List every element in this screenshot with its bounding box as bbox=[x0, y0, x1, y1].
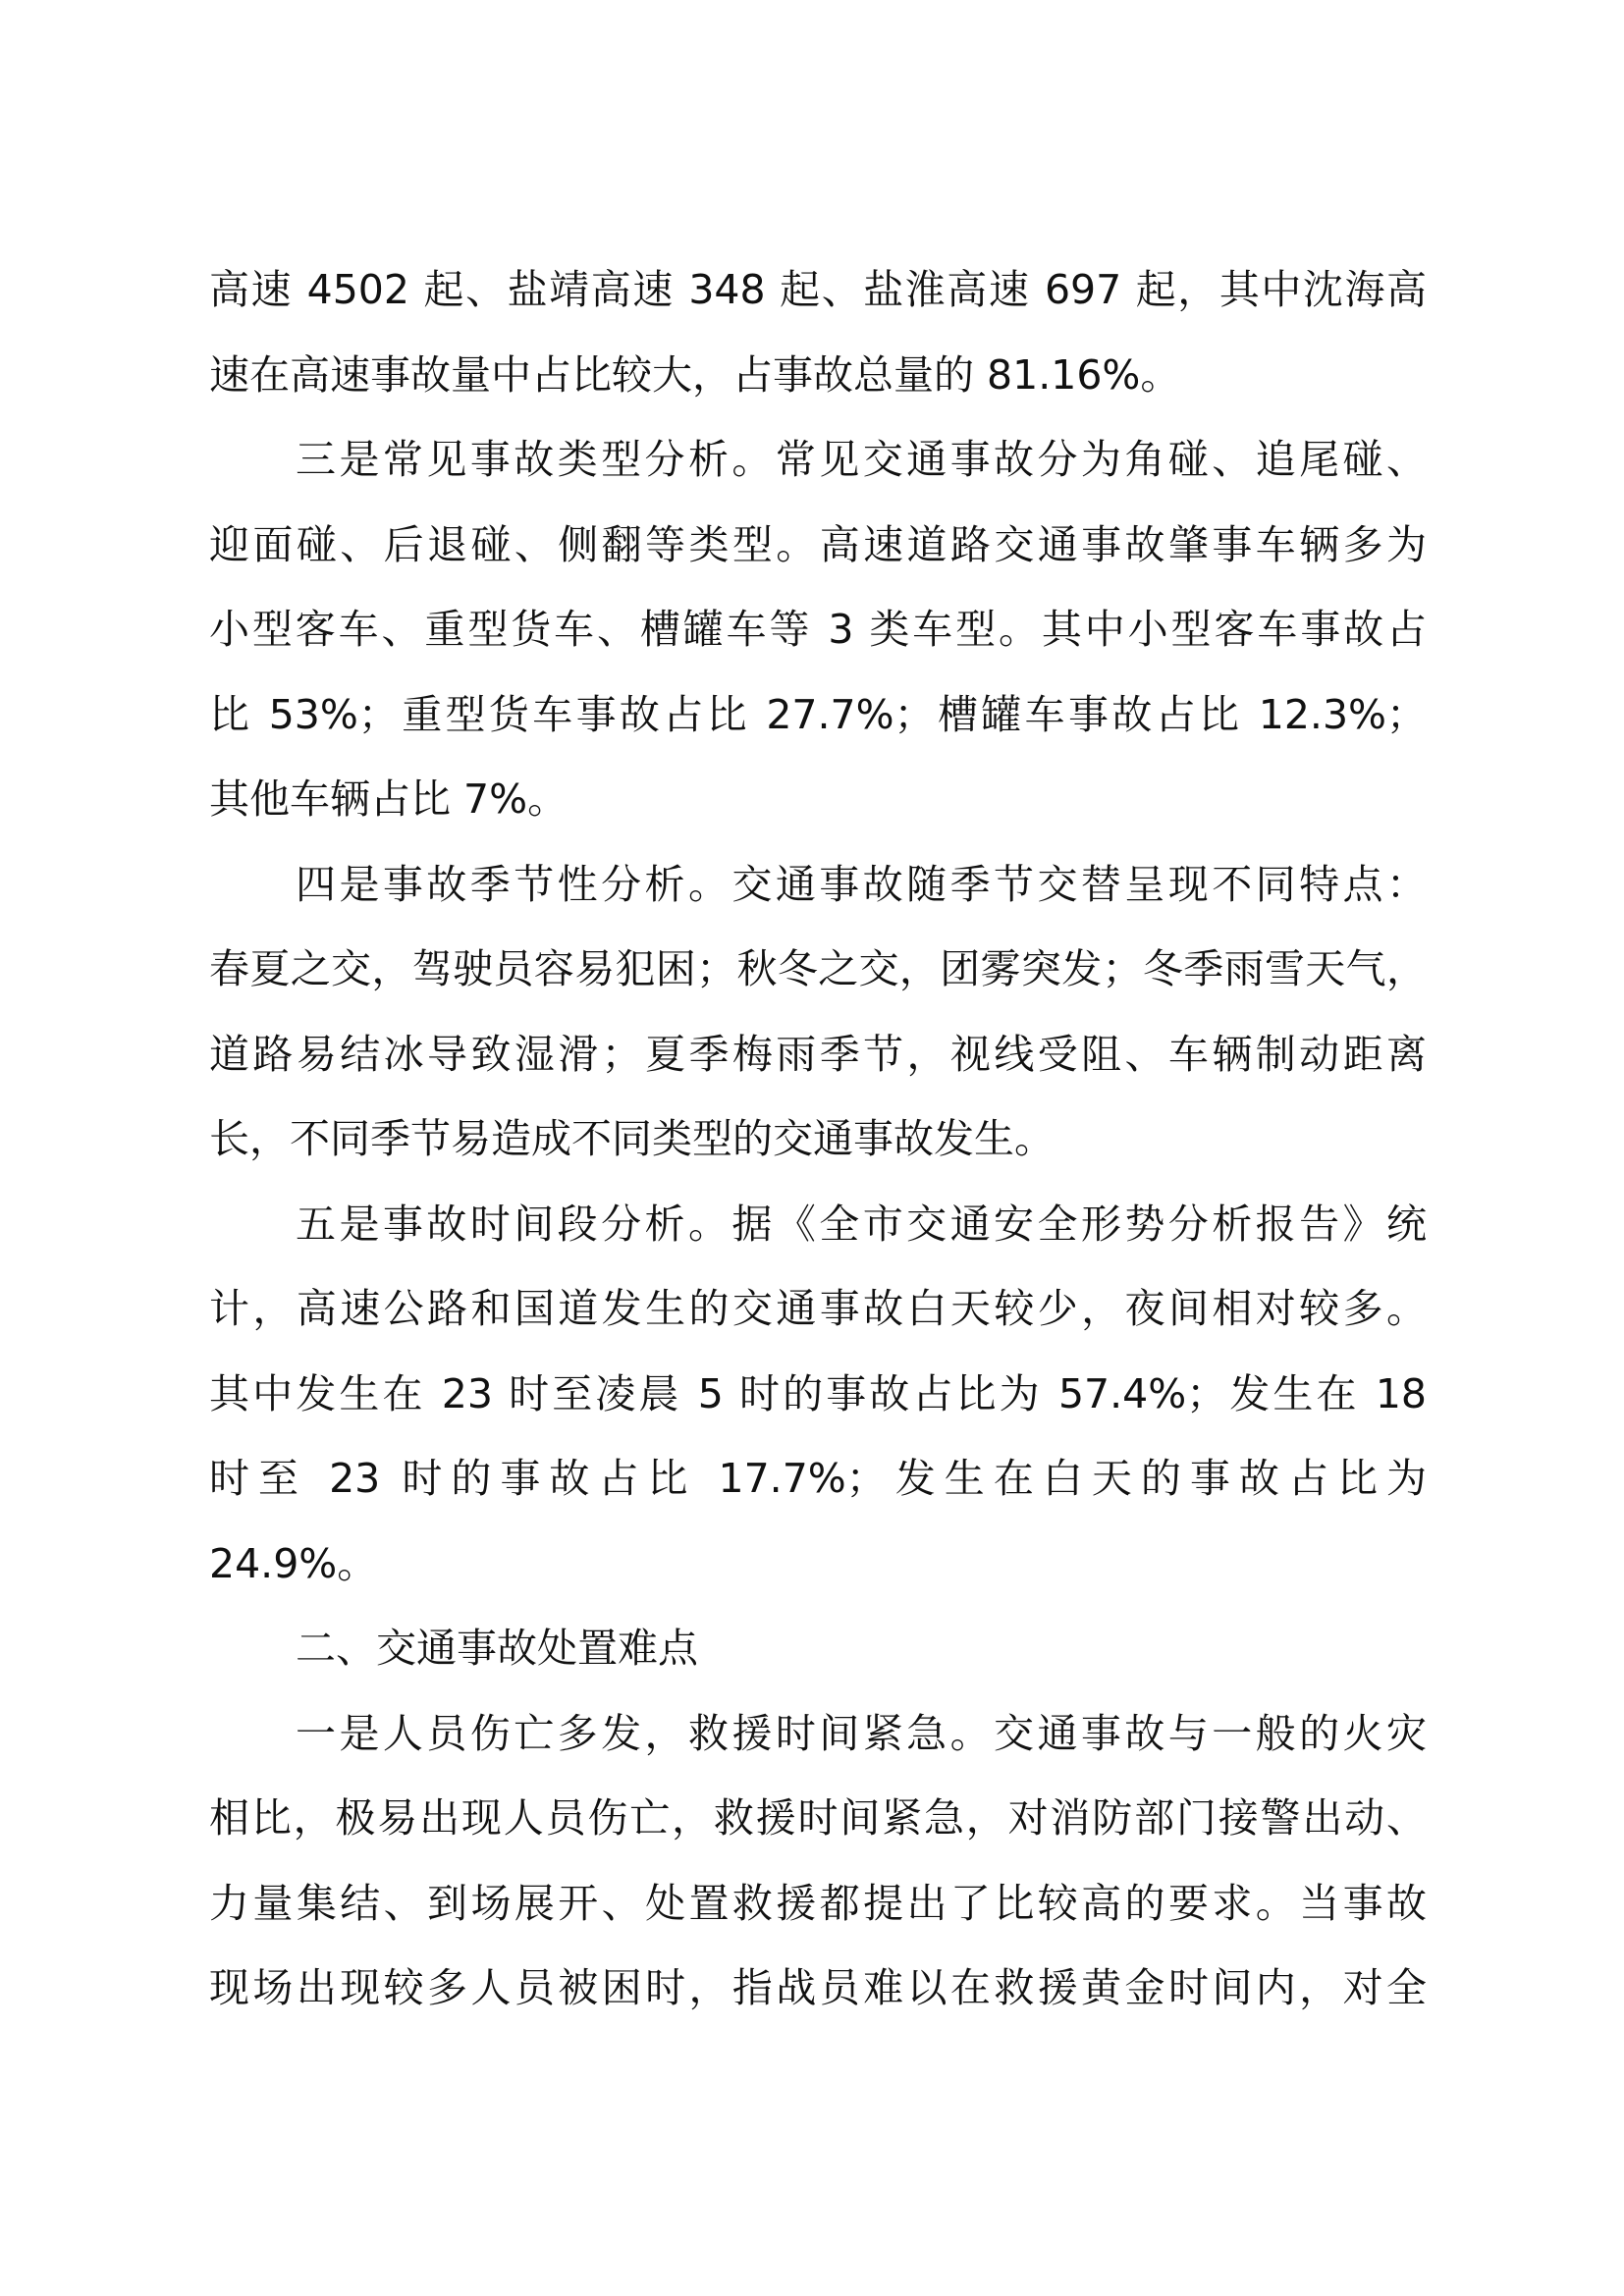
text-line: 时至 23 时的事故占比 17.7%；发生在白天的事故占比为 bbox=[209, 1455, 1427, 1502]
text-line: 其中发生在 23 时至凌晨 5 时的事故占比为 57.4%；发生在 18 bbox=[209, 1369, 1427, 1417]
text-line: 比 53%；重型货车事故占比 27.7%；槽罐车事故占比 12.3%； bbox=[209, 690, 1427, 738]
text-line: 小型客车、重型货车、槽罐车等 3 类车型。其中小型客车事故占 bbox=[209, 606, 1427, 653]
section-heading: 二、交通事故处置难点 bbox=[296, 1625, 698, 1672]
text-line: 道路易结冰导致湿滑；夏季梅雨季节，视线受阻、车辆制动距离 bbox=[209, 1030, 1427, 1078]
text-line: 计，高速公路和国道发生的交通事故白天较少，夜间相对较多。 bbox=[209, 1285, 1427, 1332]
text-line: 高速 4502 起、盐靖高速 348 起、盐淮高速 697 起，其中沈海高 bbox=[209, 266, 1427, 313]
text-line: 相比，极易出现人员伤亡，救援时间紧急，对消防部门接警出动、 bbox=[209, 1794, 1427, 1842]
text-line: 速在高速事故量中占比较大，占事故总量的 81.16%。 bbox=[209, 350, 1181, 399]
text-line: 其他车辆占比 7%。 bbox=[209, 775, 568, 823]
text-line: 现场出现较多人员被困时，指战员难以在救援黄金时间内，对全 bbox=[209, 1964, 1427, 2011]
text-line: 春夏之交，驾驶员容易犯困；秋冬之交，团雾突发；冬季雨雪天气， bbox=[209, 945, 1427, 992]
text-line: 一是人员伤亡多发，救援时间紧急。交通事故与一般的火灾 bbox=[296, 1709, 1427, 1757]
text-line: 三是常见事故类型分析。常见交通事故分为角碰、追尾碰、 bbox=[296, 436, 1427, 483]
text-line: 五是事故时间段分析。据《全市交通安全形势分析报告》统 bbox=[296, 1200, 1427, 1248]
body-text bbox=[209, 247, 1427, 2031]
text-line: 迎面碰、后退碰、侧翻等类型。高速道路交通事故肇事车辆多为 bbox=[209, 520, 1427, 568]
text-line: 四是事故季节性分析。交通事故随季节交替呈现不同特点： bbox=[296, 860, 1427, 908]
text-line: 24.9%。 bbox=[209, 1539, 378, 1587]
text-line: 力量集结、到场展开、处置救援都提出了比较高的要求。当事故 bbox=[209, 1879, 1427, 1927]
text-line: 长，不同季节易造成不同类型的交通事故发生。 bbox=[209, 1115, 1055, 1162]
